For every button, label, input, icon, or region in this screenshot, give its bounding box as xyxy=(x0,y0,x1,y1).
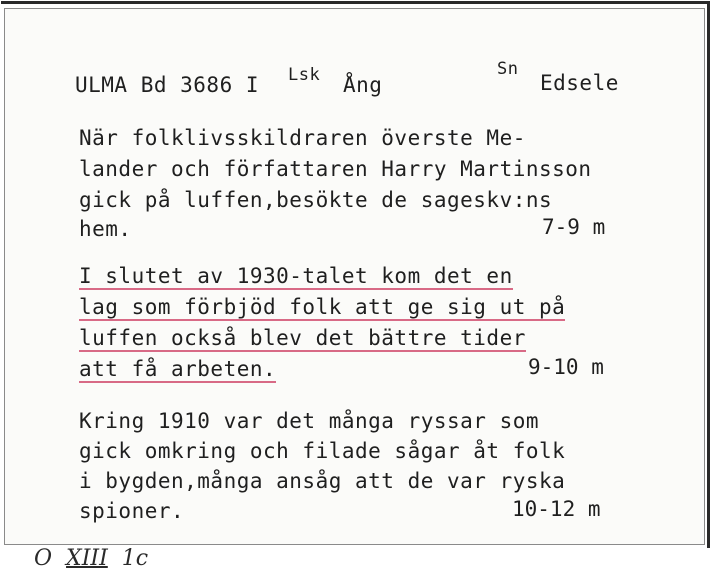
paragraph-2-line-2-text: lag som förbjöd folk att ge sig ut på xyxy=(79,295,566,319)
paragraph-3-line-4: spioner. xyxy=(79,499,185,523)
paragraph-1-pages: 7-9 m xyxy=(542,215,606,239)
socken-value: Edsele xyxy=(540,71,619,95)
paragraph-2-line-1 xyxy=(79,264,513,288)
paragraph-3-line-1: Kring 1910 var det många ryssar som xyxy=(79,409,540,433)
paragraph-1-line-1: När folklivsskildraren överste Me- xyxy=(79,126,526,150)
paragraph-3-line-3: i bygden,många ansåg att de var ryska xyxy=(79,469,566,493)
paragraph-2-line-4 xyxy=(79,357,276,381)
paragraph-2-line-3-text: luffen också blev det bättre tider xyxy=(79,326,526,350)
paragraph-1-line-4: hem. xyxy=(79,217,132,241)
handwritten-roman: XIII xyxy=(66,546,108,571)
paragraph-2-line-1-text: I slutet av 1930-talet kom det en xyxy=(79,264,513,288)
paragraph-1-line-2: lander och författaren Harry Martinsson xyxy=(79,157,592,181)
paragraph-1-line-3: gick på luffen,besökte de sageskv:ns xyxy=(79,188,553,212)
handwritten-annotation xyxy=(34,546,148,571)
paragraph-3-pages: 10-12 m xyxy=(512,497,601,521)
landskap-value: Ång xyxy=(343,73,383,97)
handwritten-prefix: O xyxy=(34,546,53,571)
paragraph-3-line-2: gick omkring och filade sågar åt folk xyxy=(79,439,566,463)
landskap-label: Lsk xyxy=(288,65,321,85)
archive-reference: ULMA Bd 3686 I xyxy=(75,73,260,97)
paragraph-2-line-4-text: att få arbeten. xyxy=(79,357,277,381)
handwritten-suffix: 1c xyxy=(121,546,149,571)
paragraph-2-line-3 xyxy=(79,326,526,350)
paragraph-2-line-2 xyxy=(79,295,565,319)
paragraph-2-pages: 9-10 m xyxy=(528,355,604,379)
index-card xyxy=(4,8,705,545)
socken-label: Sn xyxy=(497,59,519,79)
